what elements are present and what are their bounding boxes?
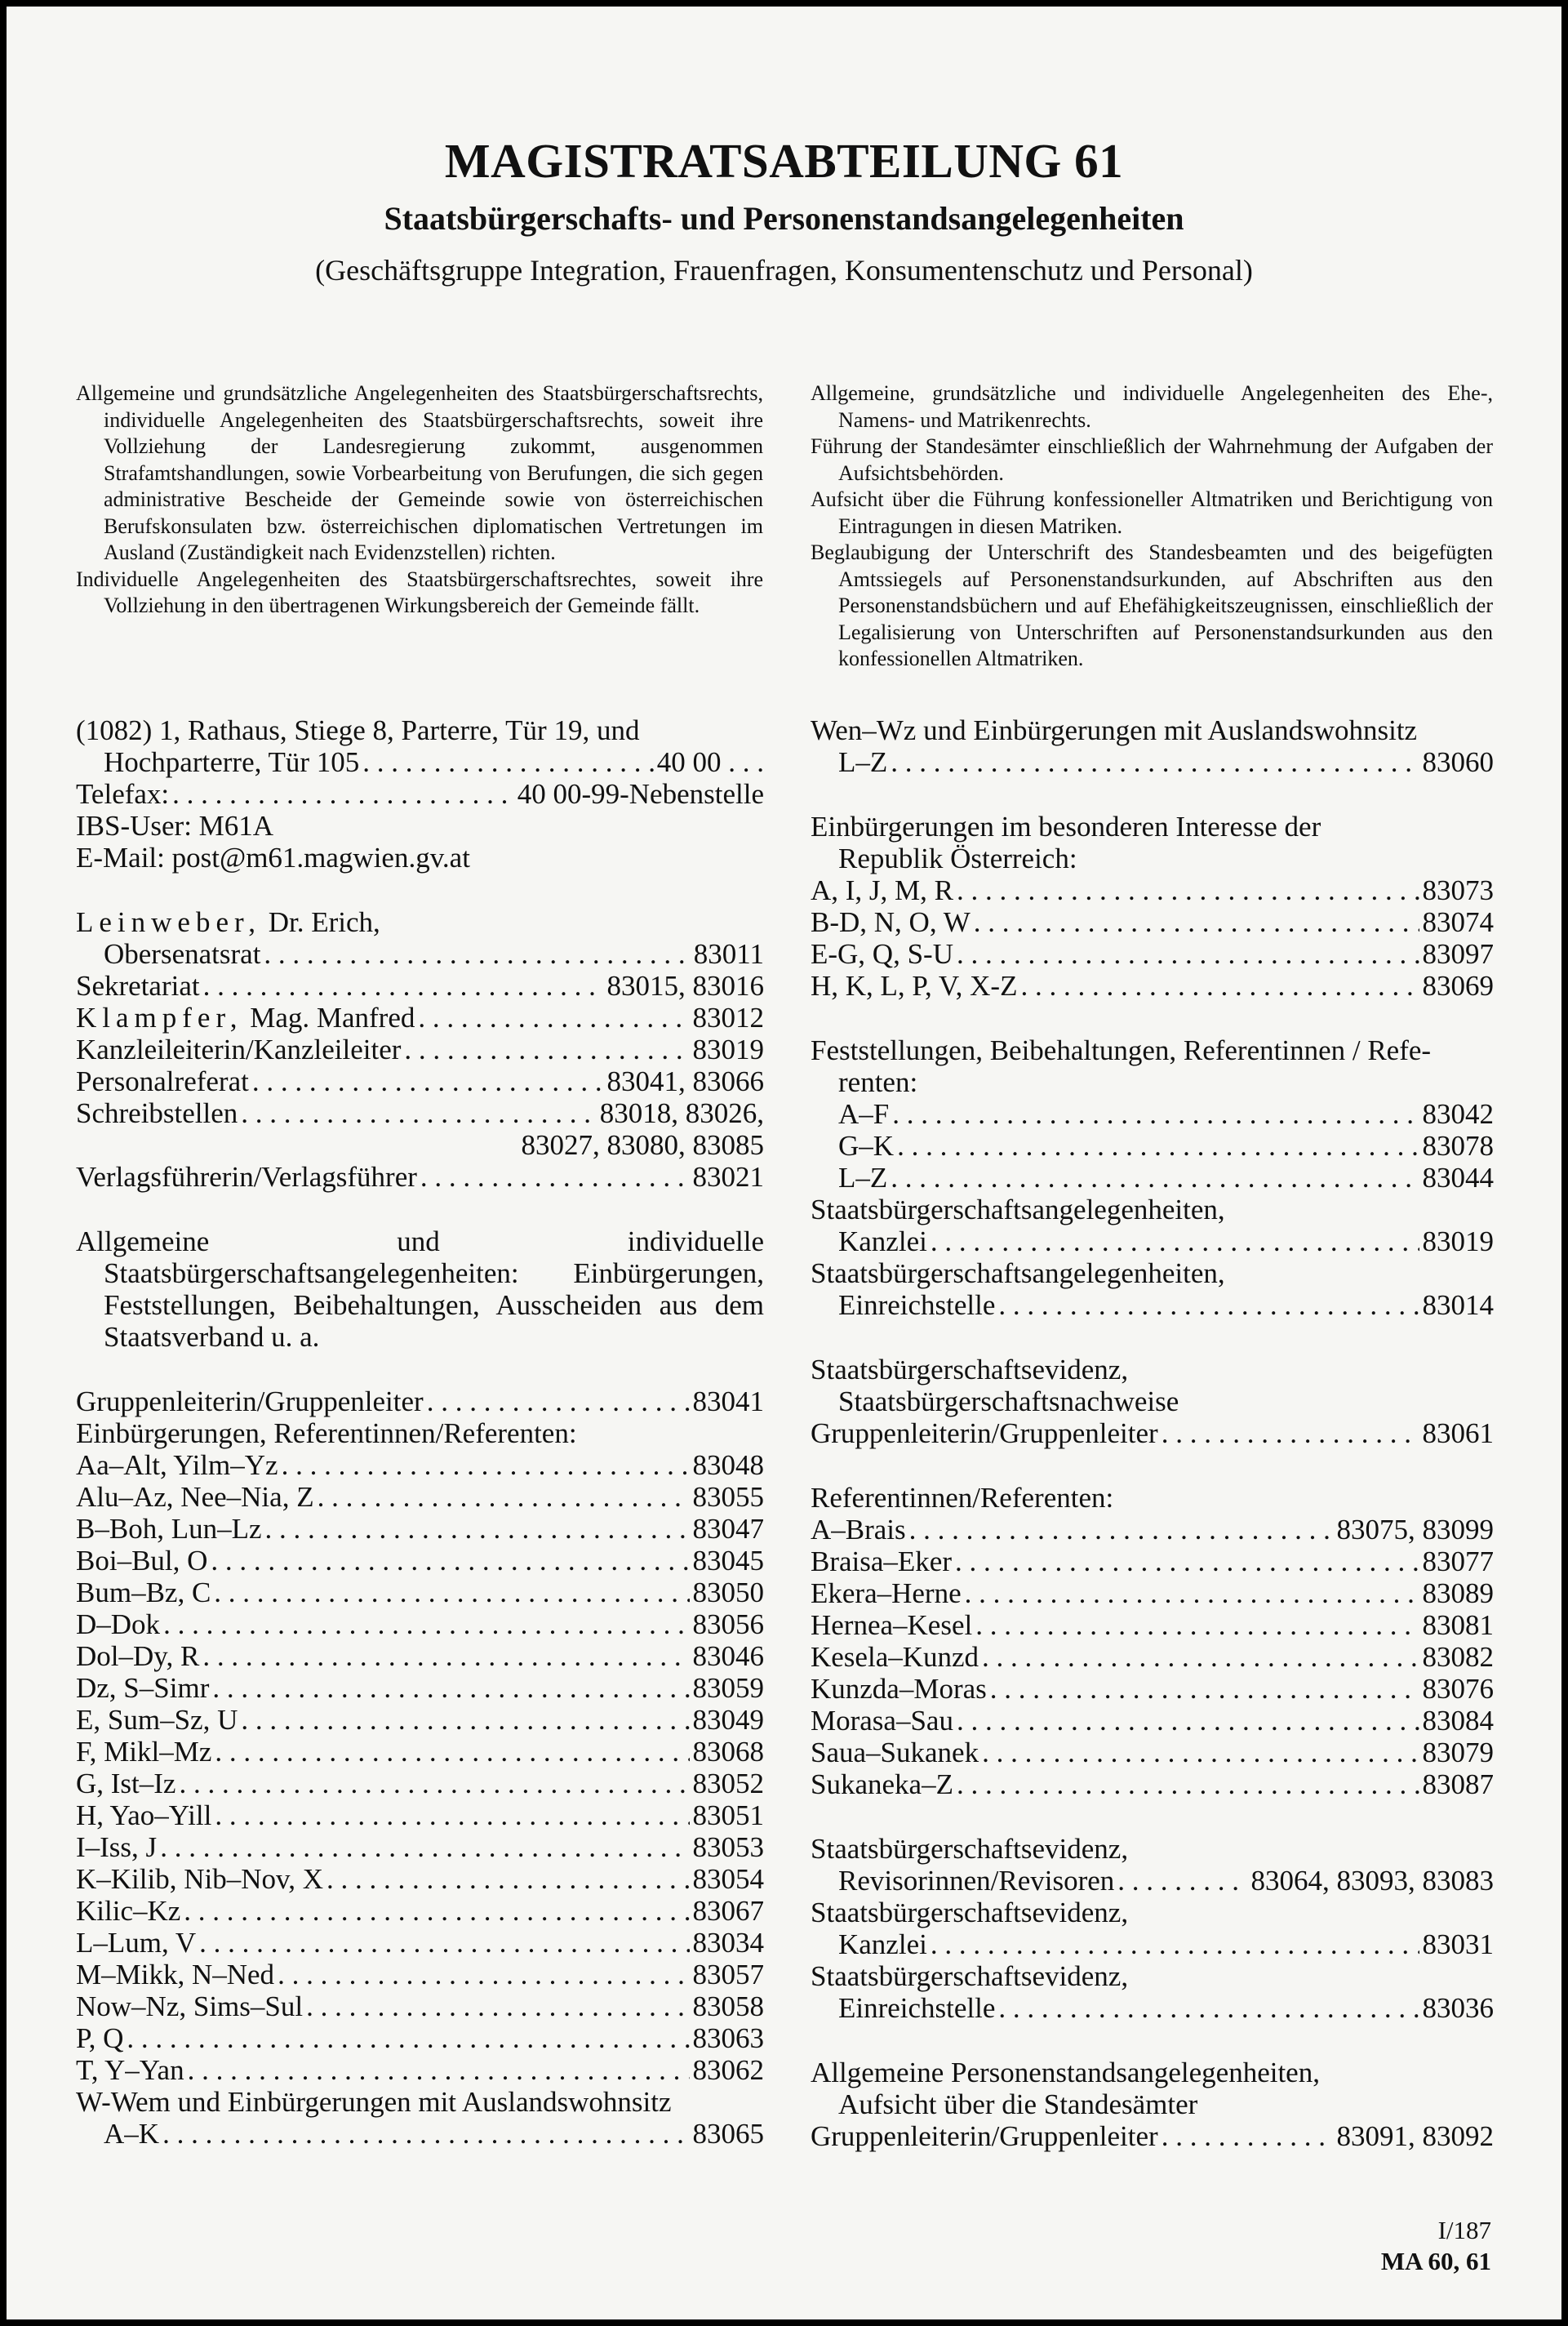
entry-label: Ekera–Herne (811, 1577, 962, 1609)
entry-label: G–K (838, 1130, 895, 1162)
entry-extension: 83055 (692, 1481, 764, 1513)
group-leader-row: Gruppenleiterin/Gruppenleiter . . . 83041 (76, 1385, 764, 1417)
entry-label: Bum–Bz, C (76, 1577, 211, 1608)
directory-row: L–Z . . . 83060 (811, 746, 1494, 778)
page-header (0, 129, 1568, 296)
entry-extension: 83089 (1422, 1577, 1494, 1609)
entry-extension: 83056 (692, 1608, 764, 1640)
directory-row (76, 1736, 764, 1768)
directory-row: A–K . . . 83065 (76, 2118, 764, 2150)
head-name: Leinweber, Dr. Erich, (76, 906, 380, 938)
entry-extension: 83077 (1422, 1545, 1494, 1577)
entry-label: Aa–Alt, Yilm–Yz (76, 1449, 278, 1481)
directory-row (76, 1768, 764, 1799)
business-group: (Geschäftsgruppe Integration, Frauenfragen, Konsumentenschutz und Personal) (315, 254, 1253, 287)
directory-row (76, 1799, 764, 1831)
entry-extension: 83057 (692, 1959, 764, 1990)
entry-extension: 83052 (692, 1768, 764, 1799)
entry-extension: 83049 (692, 1704, 764, 1736)
directory-row (811, 1577, 1494, 1609)
entry-label: D–Dok (76, 1608, 161, 1640)
directory-row (76, 1513, 764, 1545)
subheading: renten: (838, 1066, 918, 1098)
entry-label: G, Ist–Iz (76, 1768, 176, 1799)
subheading: Aufsicht über die Standesämter (838, 2088, 1198, 2120)
entry-extension: 83048 (692, 1449, 764, 1481)
intro-left (76, 380, 763, 620)
head-title: Obersenatsrat . . . 83011 (76, 938, 764, 970)
entry-label: A, I, J, M, R (811, 874, 954, 906)
entry-label: Saua–Sukanek (811, 1737, 979, 1768)
entry-extension: 83073 (1422, 874, 1494, 906)
entry-extension: 83063 (692, 2022, 764, 2054)
directory-row (811, 1705, 1494, 1737)
ibs-user: IBS-User: M61A (76, 810, 274, 842)
entry-label: F, Mikl–Mz (76, 1736, 212, 1768)
email-line: E-Mail: post@m61.magwien.gv.at (76, 842, 470, 874)
directory-row (811, 938, 1494, 970)
entry-extension: 83047 (692, 1513, 764, 1545)
entry-extension: 83087 (1422, 1768, 1494, 1800)
subheading: Allgemeine Personenstandsangelegenheiten, (811, 2057, 1320, 2088)
entry-label: M–Mikk, N–Ned (76, 1959, 275, 1990)
intro-paragraph: Führung der Standesämter einschließlich der Wahrnehmung der Aufgaben der Aufsichtsbehörden. (811, 434, 1493, 485)
directory-row (811, 1609, 1494, 1641)
directory-row (76, 1577, 764, 1608)
page-footer (1381, 2215, 1491, 2277)
page-title: MAGISTRATSABTEILUNG 61 (444, 134, 1124, 188)
group-leader-row: Gruppenleiterin/Gruppenleiter . . . 83091, 83092 (811, 2120, 1494, 2152)
left-column (76, 714, 764, 2150)
directory-row: Kanzlei . . . 83031 (811, 1928, 1494, 1960)
directory-row (76, 1895, 764, 1927)
entry-extension: 83081 (1422, 1609, 1494, 1641)
entry-extension: 83097 (1422, 938, 1494, 970)
entry-label: Morasa–Sau (811, 1705, 953, 1737)
entry-extension: 83079 (1422, 1737, 1494, 1768)
directory-row (76, 1831, 764, 1863)
directory-row (76, 1672, 764, 1704)
entry-label: T, Y–Yan (76, 2054, 184, 2086)
entry-label: Kilic–Kz (76, 1895, 181, 1927)
directory-row (811, 970, 1494, 1002)
group-leader-row: Gruppenleiterin/Gruppenleiter . . . 83061 (811, 1417, 1494, 1449)
directory-row-continued: 83027, 83080, 83085 (521, 1129, 764, 1161)
directory-row: Einreichstelle . . . 83014 (811, 1289, 1494, 1321)
entry-extension: 83034 (692, 1927, 764, 1959)
entry-label: L–Z (838, 1162, 888, 1194)
directory-row (76, 1990, 764, 2022)
subheading: Staatsbürgerschaftsevidenz, (811, 1833, 1129, 1865)
directory-row (76, 1449, 764, 1481)
intro-paragraph: Beglaubigung der Unterschrift des Standesbeamten und des beigefügten Amtssiegels auf Personenstandsurkunden, auf Abschriften aus den Personenstandsbüchern und auf Ehefähigkeitszeugnissen, einschließlich der Legalisierung von Unterschriften auf Personenstandsurkunden aus den konfessionellen Altmatriken. (811, 540, 1493, 670)
entry-label: Dz, S–Simr (76, 1672, 210, 1704)
directory-row (811, 1673, 1494, 1705)
deputy-row: Klampfer, Mag. Manfred . . . 83012 (76, 1002, 764, 1034)
entry-extension: 83082 (1422, 1641, 1494, 1673)
entry-extension: 83068 (692, 1736, 764, 1768)
entry-extension: 83075, 83099 (1336, 1514, 1494, 1545)
subheading: Staatsbürgerschaftsangelegenheiten, (811, 1257, 1225, 1289)
page-number: I/187 (1437, 2216, 1491, 2244)
subheading: Wen–Wz und Einbürgerungen mit Auslandswohnsitz (811, 714, 1418, 746)
directory-row (811, 1545, 1494, 1577)
directory-row: Sekretariat . . . 83015, 83016 (76, 970, 764, 1002)
entry-label: Kunzda–Moras (811, 1673, 987, 1705)
subheading: Referentinnen/Referenten: (811, 1482, 1114, 1514)
directory-row: Revisorinnen/Revisoren . . . 83064, 83093, 83083 (811, 1865, 1494, 1897)
entry-extension: 83078 (1422, 1130, 1494, 1162)
subheading: Staatsbürgerschaftsevidenz, (811, 1897, 1129, 1928)
directory-row (811, 1162, 1494, 1194)
directory-row (76, 2022, 764, 2054)
directory-row (811, 1514, 1494, 1545)
subheading: Einbürgerungen, Referentinnen/Referenten: (76, 1417, 577, 1449)
subheading: Einbürgerungen im besonderen Interesse der (811, 811, 1321, 843)
entry-extension: 83042 (1422, 1098, 1494, 1130)
directory-row (76, 1704, 764, 1736)
address-line: (1082) 1, Rathaus, Stiege 8, Parterre, Tür 19, und (76, 714, 640, 746)
directory-row (811, 874, 1494, 906)
subheading: Republik Österreich: (838, 843, 1077, 874)
page-subtitle: Staatsbürgerschafts- und Personenstandsangelegenheiten (384, 200, 1184, 237)
directory-row: Einreichstelle . . . 83036 (811, 1992, 1494, 2024)
directory-row (811, 1130, 1494, 1162)
directory-row (76, 1863, 764, 1895)
subheading: Staatsbürgerschaftsevidenz, (811, 1960, 1129, 1992)
entry-extension: 83076 (1422, 1673, 1494, 1705)
entry-label: L–Lum, V (76, 1927, 197, 1959)
entry-label: Now–Nz, Sims–Sul (76, 1990, 304, 2022)
directory-row (76, 1927, 764, 1959)
entry-extension: 83084 (1422, 1705, 1494, 1737)
directory-row (811, 1768, 1494, 1800)
entry-label: H, Yao–Yill (76, 1799, 212, 1831)
entry-label: B–Boh, Lun–Lz (76, 1513, 262, 1545)
entry-extension: 83050 (692, 1577, 764, 1608)
directory-row (811, 1098, 1494, 1130)
entry-label: Dol–Dy, R (76, 1640, 200, 1672)
fax-line: Telefax: . . . 40 00-99-Nebenstelle (76, 778, 764, 810)
intro-paragraph: Allgemeine und grundsätzliche Angelegenheiten des Staatsbürgerschaftsrechts, individuelle Angelegenheiten des Staatsbürgerschaftsrechts, soweit ihre Vollziehung der Landesregierung zukommt, ausgenommen Strafamtshandlungen, sowie Vorbearbeitung von Berufungen, die sich gegen administrative Bescheide der Gemeinde sowie von österreichischen Berufskonsulaten bzw. österreichischen diplomatischen Vertretungen im Ausland (Zuständigkeit nach Evidenzstellen) richten. (76, 381, 763, 564)
address-line: Hochparterre, Tür 105 . . . 40 00 . . . (76, 746, 764, 778)
subheading: W-Wem und Einbürgerungen mit Auslandswohnsitz (76, 2086, 672, 2118)
subheading: Staatsbürgerschaftsevidenz, (811, 1354, 1129, 1385)
entry-label: A–F (838, 1098, 890, 1130)
entry-extension: 83062 (692, 2054, 764, 2086)
entry-label: E, Sum–Sz, U (76, 1704, 238, 1736)
entry-label: K–Kilib, Nib–Nov, X (76, 1863, 324, 1895)
directory-row: Verlagsführerin/Verlagsführer . . . 83021 (76, 1161, 764, 1193)
entry-extension: 83074 (1422, 906, 1494, 938)
directory-row: Personalreferat . . . 83041, 83066 (76, 1065, 764, 1097)
entry-label: I–Iss, J (76, 1831, 158, 1863)
entry-label: Alu–Az, Nee–Nia, Z (76, 1481, 314, 1513)
entry-label: H, K, L, P, V, X-Z (811, 970, 1018, 1002)
right-column (811, 714, 1494, 2152)
entry-label: E-G, Q, S-U (811, 938, 953, 970)
directory-row (76, 1481, 764, 1513)
directory-row (76, 1959, 764, 1990)
intro-paragraph: Individuelle Angelegenheiten des Staatsbürgerschaftsrechtes, soweit ihre Vollziehung in den übertragenen Wirkungsbereich der Gemeinde fällt. (76, 567, 763, 617)
directory-row (76, 2054, 764, 2086)
entry-extension: 83054 (692, 1863, 764, 1895)
subheading: Feststellungen, Beibehaltungen, Referentinnen / Refe- (811, 1034, 1432, 1066)
directory-row (76, 1545, 764, 1577)
entry-label: Sukaneka–Z (811, 1768, 953, 1800)
intro-paragraph: Allgemeine, grundsätzliche und individuelle Angelegenheiten des Ehe-, Namens- und Matrikenrechts. (811, 381, 1493, 432)
directory-row (811, 1737, 1494, 1768)
entry-extension: 83067 (692, 1895, 764, 1927)
directory-row (76, 1608, 764, 1640)
intro-right (811, 380, 1493, 673)
department-code: MA 60, 61 (1380, 2247, 1491, 2275)
entry-extension: 83059 (692, 1672, 764, 1704)
intro-paragraph: Aufsicht über die Führung konfessioneller Altmatriken und Berichtigung von Eintragungen in diesen Matriken. (811, 487, 1493, 538)
entry-label: Hernea–Kesel (811, 1609, 973, 1641)
entry-label: Kesela–Kunzd (811, 1641, 979, 1673)
section-heading: Allgemeine und individuelle Staatsbürgerschaftsangelegenheiten: Einbürgerungen, Feststellungen, Beibehaltungen, Ausscheiden aus dem Staatsverband u. a. (76, 1225, 764, 1353)
directory-row: Schreibstellen . . . 83018, 83026, (76, 1097, 764, 1129)
entry-label: A–Brais (811, 1514, 906, 1545)
directory-row: Kanzlei . . . 83019 (811, 1225, 1494, 1257)
entry-extension: 83058 (692, 1990, 764, 2022)
entry-extension: 83046 (692, 1640, 764, 1672)
directory-row: Kanzleileiterin/Kanzleileiter . . . 83019 (76, 1034, 764, 1065)
subheading: Staatsbürgerschaftsnachweise (838, 1385, 1179, 1417)
entry-extension: 83069 (1422, 970, 1494, 1002)
directory-row (811, 1641, 1494, 1673)
entry-label: B-D, N, O, W (811, 906, 971, 938)
entry-extension: 83045 (692, 1545, 764, 1577)
entry-label: Braisa–Eker (811, 1545, 952, 1577)
entry-extension: 83044 (1422, 1162, 1494, 1194)
entry-label: P, Q (76, 2022, 124, 2054)
entry-extension: 83051 (692, 1799, 764, 1831)
entry-label: Boi–Bul, O (76, 1545, 208, 1577)
subheading: Staatsbürgerschaftsangelegenheiten, (811, 1194, 1225, 1225)
directory-row (811, 906, 1494, 938)
directory-row (76, 1640, 764, 1672)
entry-extension: 83053 (692, 1831, 764, 1863)
